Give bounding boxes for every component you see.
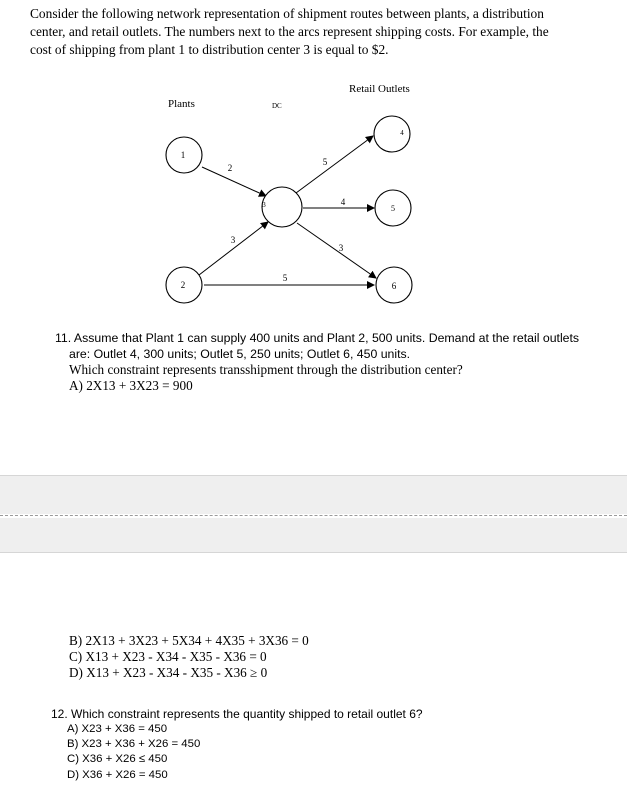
node-3 [262, 187, 302, 227]
arc-1-3-cost: 2 [227, 163, 233, 173]
arc-2-3-cost: 3 [230, 235, 236, 245]
q11-remaining-options [69, 633, 309, 681]
node-4 [374, 116, 410, 152]
intro-line-3: cost of shipping from plant 1 to distribution center 3 is equal to $2. [30, 42, 389, 57]
intro-paragraph [30, 5, 610, 59]
node-3-label: 3 [262, 201, 266, 209]
arc-2-3 [199, 222, 268, 275]
label-plants: Plants [168, 98, 195, 110]
q11-option-a: A) 2X13 + 3X23 = 900 [69, 378, 193, 393]
q11-option-b: B) 2X13 + 3X23 + 5X34 + 4X35 + 3X36 = 0 [69, 633, 309, 648]
gray-band-bottom [0, 518, 627, 553]
arc-3-5-cost: 4 [340, 197, 346, 207]
arc-2-6-cost: 5 [282, 273, 288, 283]
q12-stem: 12. Which constraint represents the quantity shipped to retail outlet 6? [51, 707, 423, 721]
q11-line-1: 11. Assume that Plant 1 can supply 400 units and Plant 2, 500 units. Demand at the retail outlets [55, 331, 580, 345]
node-1-label: 1 [180, 150, 186, 160]
intro-line-2: center, and retail outlets. The numbers next to the arcs represent shipping costs. For example, the [30, 24, 549, 39]
arc-3-4 [296, 136, 373, 193]
q12-option-d: D) X36 + X26 = 450 [67, 768, 168, 781]
arc-3-6-cost: 3 [338, 243, 344, 253]
gray-band-top [0, 475, 627, 514]
node-5-label: 5 [391, 204, 395, 213]
q11-option-d: D) X13 + X23 - X34 - X35 - X36 ≥ 0 [69, 665, 268, 680]
node-2-label: 2 [180, 280, 186, 290]
intro-line-1: Consider the following network representation of shipment routes between plants, a distribution [30, 6, 544, 21]
q12-option-b: B) X23 + X36 + X26 = 450 [67, 738, 201, 751]
q12-option-a: A) X23 + X36 = 450 [67, 723, 168, 735]
label-retail-outlets: Retail Outlets [349, 83, 410, 95]
question-11 [55, 330, 595, 394]
arc-3-6 [297, 223, 376, 278]
question-12 [51, 707, 423, 783]
label-dc: DC [272, 102, 282, 110]
q11-line-2: are: Outlet 4, 300 units; Outlet 5, 250 units; Outlet 6, 450 units. [69, 347, 411, 361]
q12-option-c: C) X36 + X26 ≤ 450 [67, 753, 168, 766]
page-break-divider [0, 515, 627, 516]
arc-1-3 [202, 167, 266, 196]
q11-option-c: C) X13 + X23 - X34 - X35 - X36 = 0 [69, 649, 267, 664]
q11-line-3: Which constraint represents transshipment through the distribution center? [69, 362, 463, 377]
arc-3-4-cost: 5 [322, 157, 328, 167]
node-6-label: 6 [391, 281, 397, 291]
network-diagram [0, 75, 627, 310]
node-4-label: 4 [400, 129, 404, 137]
